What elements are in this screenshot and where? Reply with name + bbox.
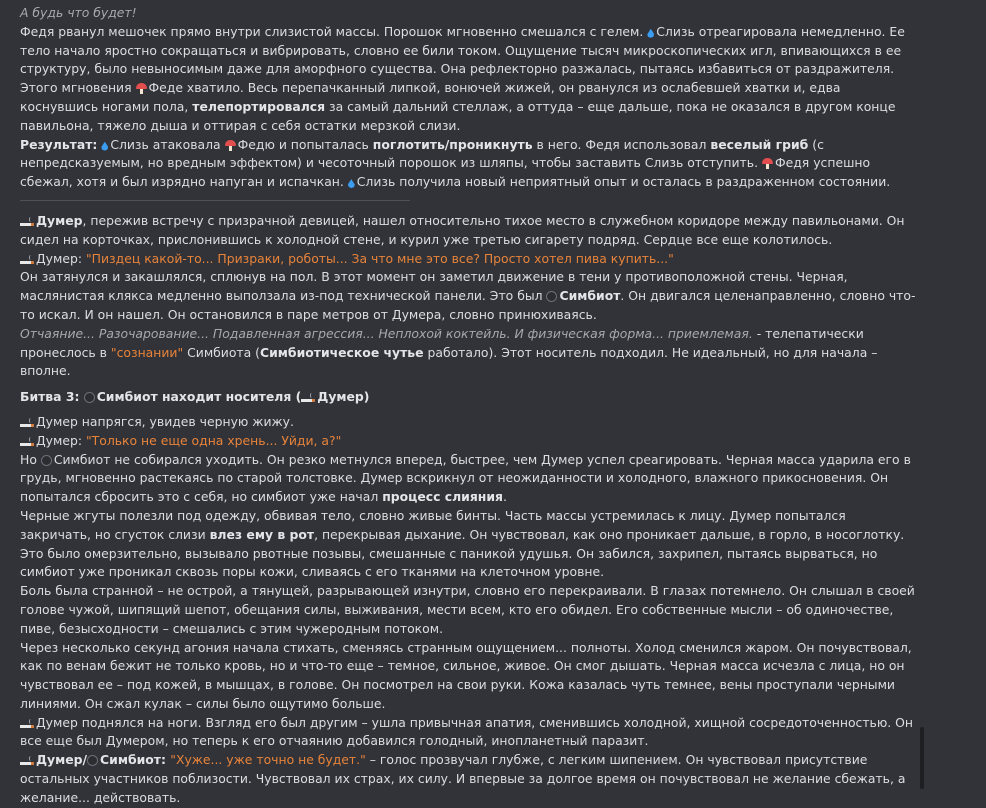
paragraph: Думер поднялся на ноги. Взгляд его был другим – ушла привычная апатия, сменившись холодной, хищной сосредоточенностью. Он все еще был Думером, но теперь к его отчаянию добавился голодный, инопланетный паразит.	[20, 714, 914, 749]
paragraph: Черные жгуты полезли под одежду, обвивая тело, словно живые бинты. Часть массы устремилась к лицу. Думер попытался закричать, но сгусток слизи влез ему в рот, перекрывая дыхание. Он чувствовал, как оно проникает дальше, в горло, в носоглотку. Это было омерзительно, вызывало рвотные позывы, смешанные с паникой удушья. Он забился, захрипел, пытаясь вырваться, но симбиот уже проникал сквозь поры кожи, сливаясь с его тканями на клеточном уровне.	[20, 507, 905, 580]
paragraph: Думер, пережив встречу с призрачной девицей, нашел относительно тихое место в служебном коридоре между павильонами. Он сидел на корточках, прислонившись к холодной стене, и курил уже третью сигарету подряд. Сердце все еще колотилось.	[20, 212, 905, 247]
mushroom-icon	[136, 83, 147, 94]
battle-header: Битва 3: Симбиот находит носителя ( Думер)	[20, 389, 370, 405]
black-circle-icon	[546, 291, 557, 302]
italic-line: А будь что будет!	[20, 5, 137, 20]
cigarette-icon	[20, 255, 34, 265]
paragraph: Боль была странной – не острой, а тянущей, разрывающей изнутри, словно его перекраивали. В глазах потемнело. Он слышал в своей голове чужой, шипящий шепот, обещания силы, выживания, мести всем, кто его обидел. Его собственные мысли – об одиночестве, пиве, безысходности – смешались с этим чужеродным потоком.	[20, 583, 915, 636]
paragraph: Он затянулся и закашлялся, сплюнув на пол. В этот момент он заметил движение в тени у противоположной стены. Черная, маслянистая клякса медленно выползала из-под технической панели. Это был Симбиот. Он двигался целенаправленно, словно что-то искал. И он нашел. Он остановился в паре метров от Думера, словно принюхиваясь.	[20, 269, 916, 322]
dialogue-line: Думер: "Только не еще одна хрень... Уйди, а?"	[20, 432, 920, 451]
divider	[20, 200, 410, 201]
cigarette-icon	[20, 217, 34, 227]
dialogue-line: Думер/ Симбиот: "Хуже... уже точно не будет." – голос прозвучал глубже, с легким шипением. Он чувствовал присутствие остальных участников поблизости. Чувствовал их страх, их силу. И впервые за долгое время он почувствовал не желание сбежать, а желание... действовать.	[20, 752, 906, 805]
dialogue-line: Думер: "Пиздец какой-то... Призраки, роботы... За что мне это все? Просто хотел пива купить..."	[20, 250, 920, 269]
result-label: Результат:	[20, 136, 98, 152]
result-paragraph: Результат: Слизь атаковала Федю и попыталась поглотить/проникнуть в него. Федя использовал веселый гриб (с непредсказуемым, но вредным эффектом) и чесоточный порошок из шляпы, чтобы заставить Слизь отступить. Федя успешно сбежал, хотя и был изрядно напуган и испачкан. Слизь получила новый неприятный опыт и осталась в раздраженном состоянии.	[20, 136, 891, 190]
paragraph: Отчаяние... Разочарование... Подавленная агрессия... Неплохой коктейль. И физическая форма... приемлемая. - телепатически пронеслось в "сознании" Симбиота (Симбиотическое чутье работало). Этот носитель подходил. Не идеальный, но для начала – вполне.	[20, 325, 878, 379]
black-circle-icon	[41, 455, 52, 466]
black-circle-icon	[87, 755, 98, 766]
cigarette-icon	[20, 719, 34, 729]
paragraph: Через несколько секунд агония начала стихать, сменяясь странным ощущением... полноты. Холод сменился жаром. Он почувствовал, как по венам бежит не только кровь, но и что-то еще – темное, сильное, живое. Он смог дышать. Черная масса исчезла с лица, но он чувствовал ее – под кожей, в мышцах, в голове. Он посмотрел на свои руки. Кожа казалась чуть темнее, вены проступали черными линиями. Он сжал кулак – силы было ощутимо больше.	[20, 639, 912, 711]
cigarette-icon	[20, 756, 34, 766]
chat-message-content	[20, 4, 920, 808]
water-drop-icon	[348, 179, 355, 188]
paragraph: Но Симбиот не собирался уходить. Он резко метнулся вперед, быстрее, чем Думер успел среагировать. Черная масса ударила его в грудь, мгновенно растекаясь по старой толстовке. Думер вскрикнул от неожиданности и холодного, влажного прикосновения. Он попытался сбросить это с себя, но симбиот уже начал процесс слияния.	[20, 451, 911, 505]
black-circle-icon	[84, 392, 95, 403]
mushroom-icon	[225, 140, 236, 151]
cigarette-icon	[20, 418, 34, 428]
paragraph: Думер напрягся, увидев черную жижу.	[20, 413, 920, 432]
cigarette-icon	[20, 437, 34, 447]
water-drop-icon	[101, 142, 108, 151]
mushroom-icon	[762, 158, 773, 169]
paragraph: Этого мгновения Феде хватило. Весь перепачканный липкой, вонючей жижей, он рванулся из ослабевшей хватки и, едва коснувшись ногами пола, телепортировался за самый дальний стеллаж, а оттуда – еще дальше, пока не оказался в другом конце павильона, тяжело дыша и оттирая с себя остатки мерзкой слизи.	[20, 80, 896, 133]
paragraph: Федя рванул мешочек прямо внутри слизистой массы. Порошок мгновенно смешался с гелем. Слизь отреагировала немедленно. Ее тело начало яростно сокращаться и вибрировать, словно ее били током. Ощущение тысяч микроскопических игл, впивающихся в ее структуру, было невыносимым даже для аморфного существа. Она рефлекторно разжалась, пытаясь избавиться от раздражителя.	[20, 23, 905, 77]
cigarette-icon	[301, 393, 315, 403]
water-drop-icon	[647, 29, 654, 38]
scrollbar[interactable]	[920, 727, 924, 789]
